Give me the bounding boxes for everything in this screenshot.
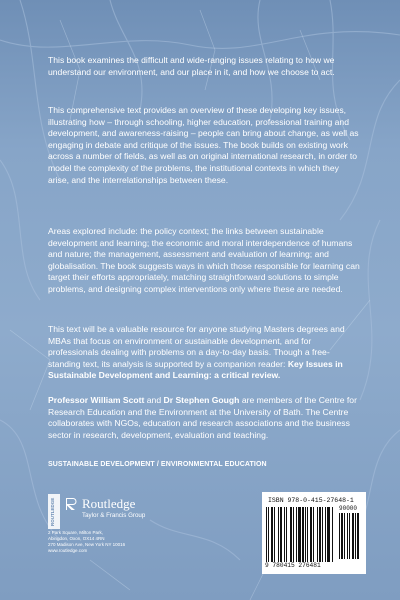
address-line: 270 Madison Ave, New York NY 10016	[48, 542, 126, 547]
address-line: www.routledge.com	[48, 548, 88, 553]
publisher-name: Routledge	[82, 496, 136, 511]
description-paragraph-3: Areas explored include: the policy context; the links between sustainable development and learning; the economic and moral interdependence of humans and nature; the management, assessment and evaluation of learning; and globalisation. The book suggests ways in which those responsible for learning can target their efforts appropriately, matching straightforward solutions to simple problems, and designing complex interventions only where these are needed.	[48, 226, 360, 294]
price-code: 90000	[339, 505, 358, 512]
routledge-logo-icon	[65, 497, 78, 511]
address-line: 2 Park Square, Milton Park,	[48, 530, 104, 535]
author-1-name: Professor William Scott	[48, 395, 145, 405]
isbn-label: ISBN 978-0-415-27648-1	[268, 497, 354, 504]
publisher-address	[48, 530, 125, 554]
author-2-name: Dr Stephen Gough	[163, 395, 240, 405]
paragraph-4-text: This text will be a valuable resource for anyone studying Masters degrees and MBAs that focus on environment or sustainable development, and for professionals dealing with problems on a day-to-day basis. Though a free-standing text, its analysis is supported by a companion reader:	[48, 324, 345, 369]
isbn-barcode	[262, 492, 366, 574]
description-paragraph-2: This comprehensive text provides an overview of these developing key issues, illustrating how – through schooling, higher education, professional training and development, and awareness-raising – people can bring about change, as well as engaging in debate and critique of the issues. The book builds on existing work across a number of fields, as well as on original international research, in order to model the complexity of the problems, the institutional contexts in which they arise, and the interrelationships between these.	[48, 105, 359, 185]
description-paragraph-4	[48, 324, 360, 382]
companion-reader-title: Key Issues in Sustainable Development and Learning: a critical review.	[48, 358, 343, 381]
description-paragraph-1: This book examines the difficult and wide-ranging issues relating to how we understand our environment, and our place in it, and how we choose to act.	[48, 55, 335, 77]
author-bio-text: are members of the Centre for Research Education and the Environment at the University of Bath. The Centre collaborates with NGOs, education and research associations and the business sector in research, development, evaluation and teaching.	[48, 395, 357, 440]
price-barcode-bars-icon	[339, 513, 361, 559]
author-bio-paragraph	[48, 395, 360, 441]
publisher-bar-label: ROUTLEDGE	[50, 497, 55, 526]
publisher-side-bar	[48, 494, 60, 529]
author-conjunction: and	[144, 395, 164, 405]
subject-category: SUSTAINABLE DEVELOPMENT / ENVIRONMENTAL EDUCATION	[48, 461, 267, 468]
publisher-group: Taylor & Francis Group	[82, 512, 146, 519]
address-line: Abingdon, Oxon, OX14 4RN	[48, 536, 105, 541]
barcode-number: 9 780415 276481	[265, 562, 321, 569]
barcode-bars-icon	[266, 507, 334, 562]
